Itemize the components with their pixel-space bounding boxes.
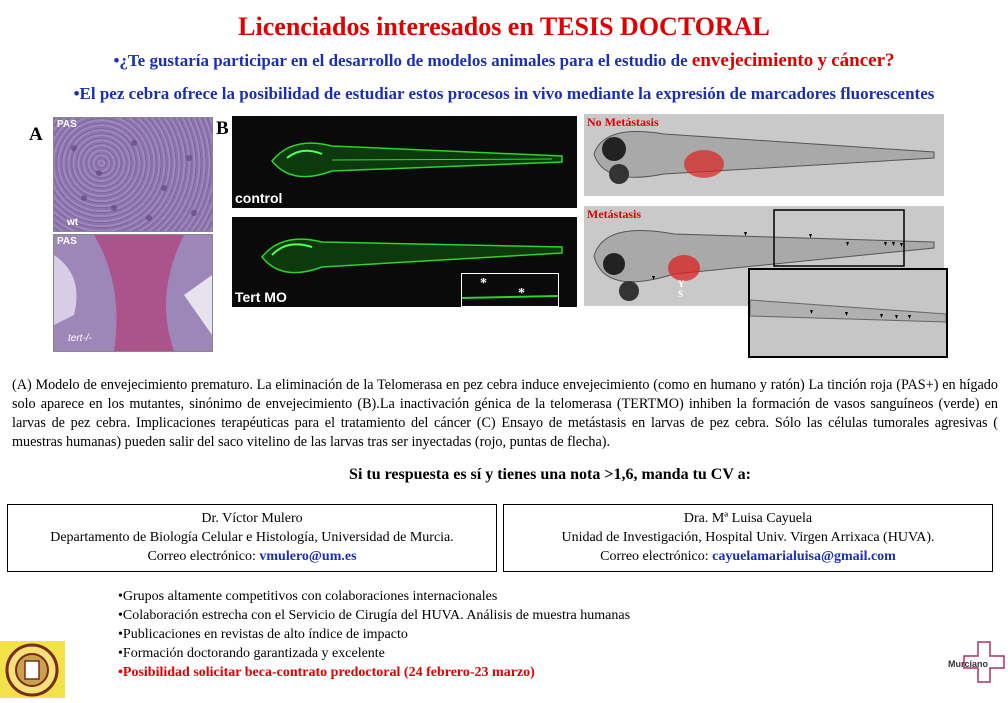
genotype-label-wt: wt [67, 217, 79, 228]
fluorescence-tertmo-image [232, 217, 577, 307]
hospital-logo-text: Murciano [948, 659, 989, 669]
research-question [0, 50, 1008, 72]
keyword-cancer: cáncer? [831, 50, 895, 71]
contact-affiliation: Unidad de Investigación, Hospital Univ. Virgen Arrixaca (HUVA). [561, 530, 935, 545]
page-title: Licenciados interesados en TESIS DOCTORAL [238, 12, 770, 41]
metastasis-label: Metástasis [587, 207, 641, 221]
question-prefix: •¿Te gustaría participar en el desarrollo de modelos animales para el estudio de [113, 51, 688, 70]
email-label: Correo electrónico: [600, 549, 709, 564]
contact-name: Dr. Víctor Mulero [201, 511, 303, 526]
hospital-logo [940, 640, 1006, 696]
email-label: Correo electrónico: [147, 549, 256, 564]
no-metastasis-label: No Metástasis [587, 115, 659, 129]
no-metastasis-image [584, 114, 944, 196]
list-item-highlight: •Posibilidad solicitar beca-contrato predoctoral (24 febrero-23 marzo) [118, 665, 535, 680]
contact-card-cayuela [503, 504, 993, 572]
university-seal-logo [0, 641, 65, 698]
figure-description: (A) Modelo de envejecimiento prematuro. La eliminación de la Telomerasa en pez cebra induce envejecimiento (como en humano y ratón) La tinción roja (PAS+) en hígado solo aparece en los mutantes, sinónimo de envejecimiento (B).La inactivación génica de la telomerasa (TERTMO) inhiben la formación de vasos sanguíneos (verde) en larvas de pez cebra. Implicaciones terapéuticas para el tratamiento del cáncer (C) Ensayo de metástasis en larvas de pez cebra. Sólo las células tumorales agresivas ( muestras humanas) pueden salir del saco vitelino de las larvas tras ser inyectadas (rojo, puntas de flecha). [12, 377, 998, 450]
contact-email-line [8, 547, 496, 566]
contact-affiliation: Departamento de Biología Celular e Histología, Universidad de Murcia. [50, 530, 454, 545]
panel-b-letter: B [216, 118, 229, 139]
control-fish-drawing [232, 116, 577, 208]
zoom-inset [461, 273, 559, 307]
keyword-aging: envejecimiento [691, 50, 814, 71]
tertmo-label: Tert MO [235, 289, 287, 305]
call-to-action: Si tu respuesta es sí y tienes una nota >1,6, manda tu CV a: [349, 466, 751, 483]
list-item: •Grupos altamente competitivos con colaboraciones internacionales [118, 589, 498, 604]
email-link-mulero[interactable]: vmulero@um.es [259, 549, 357, 564]
inset-vessels [462, 274, 558, 306]
contact-name: Dra. Mª Luisa Cayuela [683, 511, 813, 526]
seal-icon [0, 641, 65, 698]
panel-a-letter: A [29, 124, 43, 145]
keyword-and: y [817, 50, 827, 71]
contact-email-line [504, 547, 992, 566]
email-link-cayuela[interactable]: cayuelamarialuisa@gmail.com [712, 549, 896, 564]
histology-texture [54, 118, 212, 231]
list-item: •Colaboración estrecha con el Servicio de Cirugía del HUVA. Análisis de muestra humanas [118, 608, 631, 623]
yolk-sac-label: Y S [678, 279, 685, 299]
inset-asterisk-2: * [518, 286, 525, 301]
histology-tert-image [53, 234, 213, 352]
subtitle: •El pez cebra ofrece la posibilidad de estudiar estos procesos in vivo mediante la expresión de marcadores fluorescentes [73, 84, 935, 103]
metastasis-zoom-tail [750, 270, 946, 356]
fluorescence-control-image [232, 116, 577, 208]
control-label: control [235, 190, 283, 206]
contact-card-mulero [7, 504, 497, 572]
stain-label-bottom: PAS [57, 236, 77, 247]
list-item: •Publicaciones en revistas de alto índice de impacto [118, 627, 408, 642]
histology-wt-image [53, 117, 213, 232]
inset-asterisk-1: * [480, 276, 487, 291]
metastasis-zoom-inset [748, 268, 948, 358]
list-item: •Formación doctorando garantizada y excelente [118, 646, 385, 661]
stain-label-top: PAS [57, 119, 77, 130]
genotype-label-tert: tert-/- [68, 333, 92, 344]
benefits-list [118, 587, 630, 682]
